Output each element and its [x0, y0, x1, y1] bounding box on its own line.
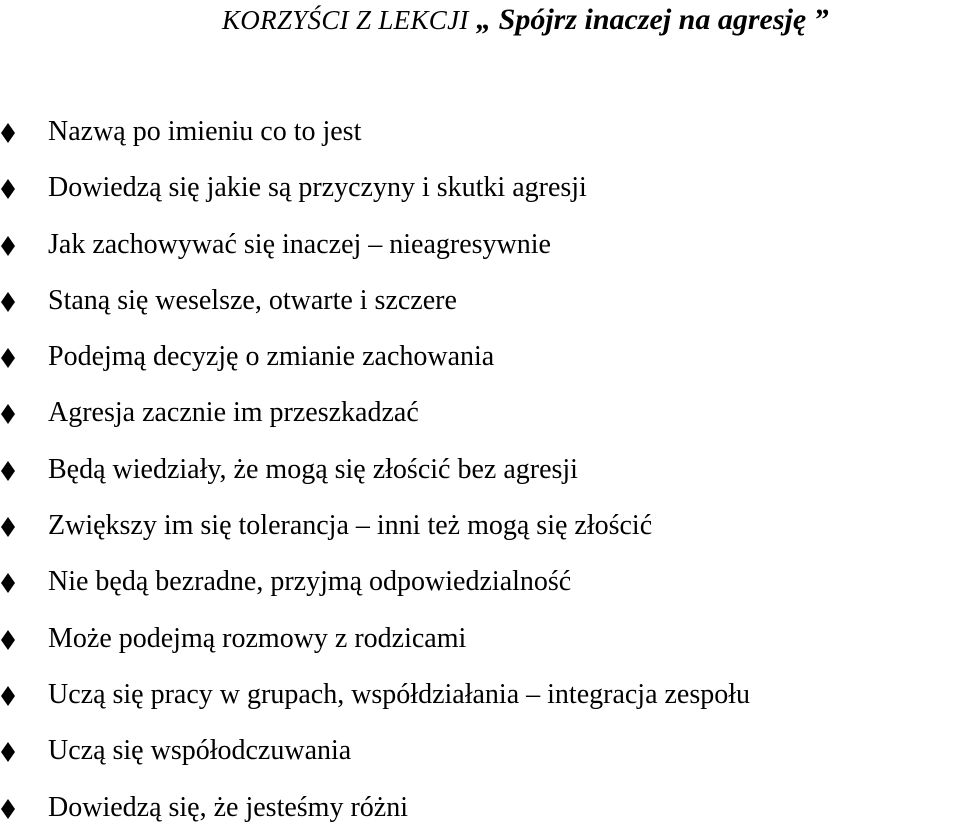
title-main: „ Spójrz inaczej na agresję ” [468, 3, 829, 36]
diamond-bullet-icon [0, 798, 16, 820]
list-item-text: Nie będą bezradne, przyjmą odpowiedzialność [48, 566, 572, 598]
diamond-bullet-icon [0, 516, 16, 538]
list-item-text: Staną się weselsze, otwarte i szczere [48, 284, 457, 316]
diamond-bullet-icon [0, 178, 16, 200]
list-item-text: Nazwą po imieniu co to jest [48, 116, 362, 147]
list-item-text: Będą wiedziały, że mogą się złościć bez agresji [48, 453, 578, 485]
list-item-text: Zwiększy im się tolerancja – inni też mogą się złościć [48, 510, 653, 542]
list-item-text: Może podejmą rozmowy z rodzicami [48, 622, 467, 654]
diamond-bullet-icon [0, 460, 16, 482]
list-item-text: Agresja zacznie im przeszkadzać [48, 397, 419, 429]
diamond-bullet-icon [0, 291, 16, 313]
list-item-text: Jak zachowywać się inaczej – nieagresywnie [48, 228, 551, 260]
list-item-text: Podejmą decyzję o zmianie zachowania [48, 341, 495, 373]
title-lead: KORZYŚCI Z LEKCJI [222, 5, 469, 35]
diamond-bullet-icon [0, 122, 16, 144]
diamond-bullet-icon [0, 403, 16, 425]
list-item-text: Dowiedzą się jakie są przyczyny i skutki agresji [48, 172, 587, 204]
diamond-bullet-icon [0, 629, 16, 651]
page-title [222, 0, 958, 40]
diamond-bullet-icon [0, 347, 16, 369]
list-item-text: Dowiedzą się, że jesteśmy różni [48, 791, 408, 823]
diamond-bullet-icon [0, 235, 16, 257]
list-item-text: Uczą się pracy w grupach, współdziałania – integracja zespołu [48, 678, 751, 710]
diamond-bullet-icon [0, 572, 16, 594]
diamond-bullet-icon [0, 685, 16, 707]
diamond-bullet-icon [0, 741, 16, 763]
list-item-text: Uczą się współodczuwania [48, 735, 352, 767]
